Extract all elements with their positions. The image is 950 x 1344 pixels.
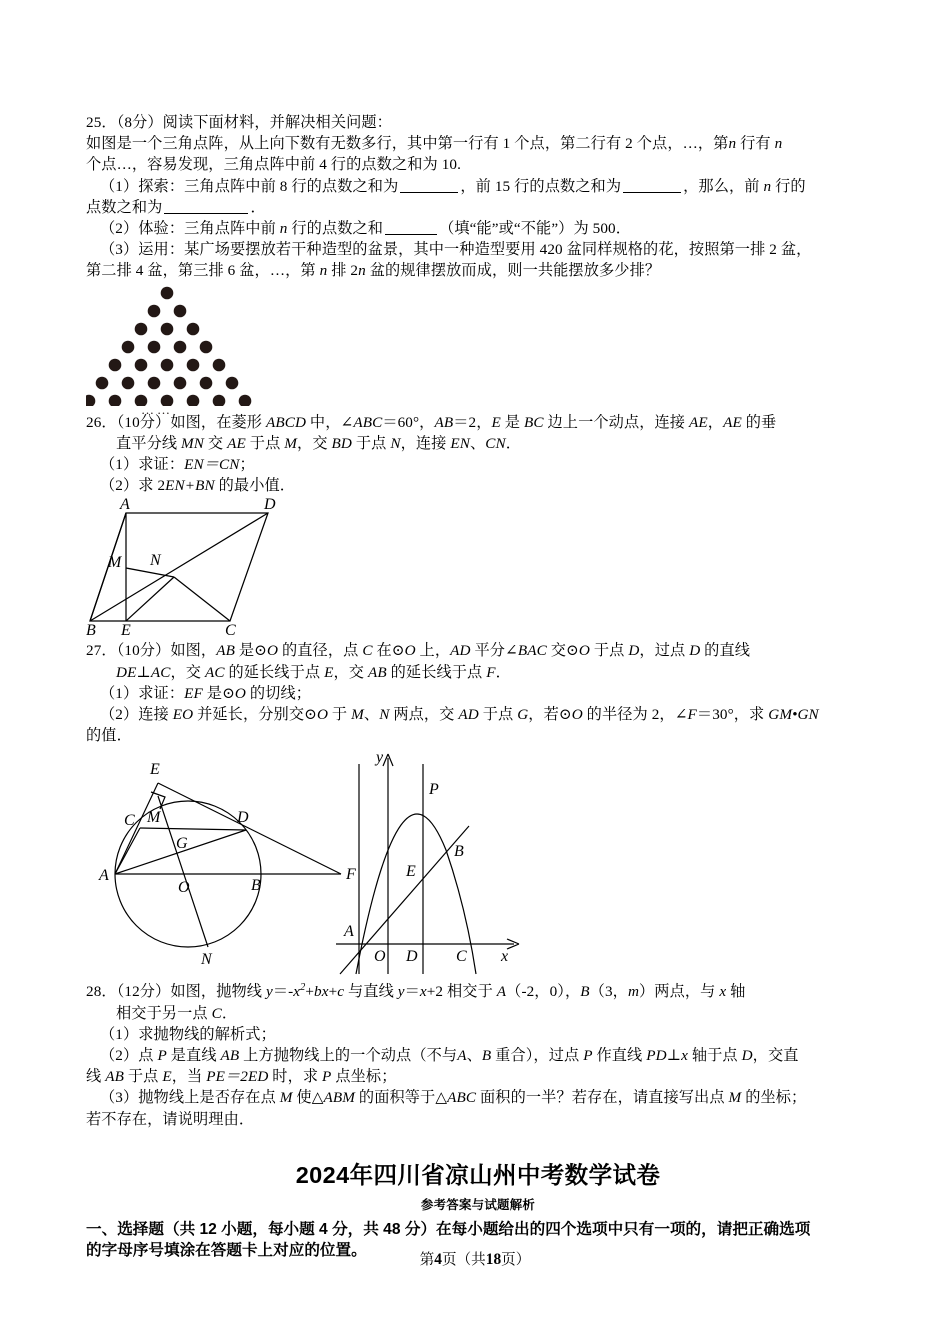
q27-l1e: 上， xyxy=(415,642,451,660)
q25-p3-var: n xyxy=(319,262,328,280)
q28-l1j: ）两点，与 xyxy=(639,983,720,1001)
label-E: E xyxy=(406,863,416,881)
label-D: D xyxy=(406,948,418,966)
q26-m: M xyxy=(284,434,298,452)
q25-p1a: （1）探索：三角点阵中前 8 行的点数之和为 xyxy=(100,177,399,195)
q28-p3-m: M xyxy=(279,1089,293,1107)
q25-p3a: （3）运用：某广场要摆放若干种造型的盆景，其中一种造型要用 420 盆同样规格的花，按照第一排 2 盆， xyxy=(100,241,812,259)
q27-l1f: 平分∠ xyxy=(470,642,518,660)
q26-number: 26． xyxy=(86,413,117,431)
footer-page-number: 4 xyxy=(434,1251,442,1268)
label-A: A xyxy=(344,923,354,941)
q28-p2n: 点坐标； xyxy=(331,1068,397,1086)
label-x: x xyxy=(501,948,509,966)
q26-l1i: 的垂 xyxy=(741,413,777,431)
q25-p1c: ，那么，前 xyxy=(683,177,764,195)
footer-mid: 页（共 xyxy=(441,1252,486,1268)
label-G: G xyxy=(176,835,188,853)
label-E: E xyxy=(150,761,160,779)
q27-ac2: AC xyxy=(204,663,225,681)
question-27-part2 xyxy=(86,704,870,725)
ellipsis-text: …… xyxy=(141,401,173,417)
q28-p2c: 上方抛物线上的一个动点（不与 xyxy=(239,1047,458,1065)
q25-blank-2[interactable] xyxy=(623,192,681,193)
q25-p3b: 第二排 4 盆，第三排 6 盆，…，第 xyxy=(86,262,320,280)
question-25-part3 xyxy=(86,239,870,260)
question-27-stem xyxy=(86,640,870,682)
q25-line1-var2: n xyxy=(774,135,783,153)
q27-p2e: 两点，交 xyxy=(389,706,459,724)
q28-p2-ab: AB xyxy=(220,1047,240,1065)
question-27-part1 xyxy=(86,683,870,704)
q25-line1-end: 行有 xyxy=(736,135,775,153)
q27-p2h: ，若⊙ xyxy=(528,706,572,724)
label-D: D xyxy=(237,809,249,827)
q27-l2c: 的延长线于点 xyxy=(224,663,325,681)
q28-p2-e2: E xyxy=(162,1068,172,1086)
question-25-part1-cont xyxy=(86,197,870,218)
q26-l1f: 是 xyxy=(500,413,524,431)
rhombus-labels xyxy=(86,497,276,637)
q28-p2-p3: P xyxy=(322,1068,332,1086)
q27-ac: AC xyxy=(150,663,171,681)
q26-l1c: ＝60°， xyxy=(382,413,435,431)
label-E: E xyxy=(121,622,131,638)
parabola-labels xyxy=(343,749,508,965)
q28-y2: y xyxy=(397,983,405,1001)
q27-l2a: ⊥ xyxy=(136,663,151,681)
q28-l2a: 相交于另一点 xyxy=(116,1004,212,1022)
q25-line1: 如图是一个三角点阵，从上向下数有无数多行，其中第一行有 1 个点，第二行有 2 个点，…，第 xyxy=(86,135,729,153)
q26-mn: MN xyxy=(181,434,205,452)
answer-heading-line1: 一、选择题（共 12 小题，每小题 4 分，共 48 分）在每小题给出的四个选项中只有一项的，请把正确选项 xyxy=(86,1220,811,1238)
q28-p2g: ⊥ xyxy=(666,1047,682,1065)
label-B: B xyxy=(86,622,96,638)
q27-ad: AD xyxy=(450,642,471,660)
q27-p2c: 于 xyxy=(328,706,352,724)
q28-l1f: ＝ xyxy=(404,983,420,1001)
dot-triangle-svg xyxy=(86,284,286,406)
q26-l2c: 于点 xyxy=(245,434,285,452)
parabola-graph-svg xyxy=(326,746,531,984)
q27-p2-ad: AD xyxy=(458,706,479,724)
q28-x3: x xyxy=(719,983,727,1001)
label-F: F xyxy=(346,866,356,884)
question-28-part2-cont xyxy=(86,1066,870,1087)
q27-ab2: AB xyxy=(367,663,387,681)
q28-p2h: 轴于点 xyxy=(687,1047,742,1065)
figure-25-dot-triangle xyxy=(86,284,870,417)
q27-o: O xyxy=(267,642,279,660)
q28-p2e: 重合），过点 xyxy=(491,1047,584,1065)
q27-l1i: ，过点 xyxy=(639,642,690,660)
q28-l1i: （3， xyxy=(589,983,628,1001)
question-27-part2-cont xyxy=(86,725,870,746)
q26-l2h: ． xyxy=(505,434,522,452)
q26-en: EN xyxy=(450,434,470,452)
q26-cn: CN xyxy=(485,434,506,452)
label-B: B xyxy=(251,877,261,895)
q28-l1g: +2 相交于 xyxy=(426,983,497,1001)
question-26-stem xyxy=(86,412,870,454)
q28-y: y xyxy=(265,983,273,1001)
q27-l1c: 的直径，点 xyxy=(278,642,363,660)
q26-p2b: 的最小值． xyxy=(214,477,296,495)
q28-bx: bx xyxy=(314,983,329,1001)
page-content xyxy=(86,112,870,1262)
q28-p3a: （3）抛物线上是否存在点 xyxy=(100,1089,280,1107)
q25-p3c: 排 2 xyxy=(327,262,359,280)
q27-l1a: 如图， xyxy=(170,642,217,660)
q25-stem-text: 阅读下面材料，并解决相关问题： xyxy=(162,114,392,131)
label-D: D xyxy=(264,497,276,514)
q25-p2-var: n xyxy=(279,220,288,238)
q28-p3b: 使△ xyxy=(292,1089,324,1107)
figure-26-rhombus xyxy=(86,497,870,637)
page-footer xyxy=(0,1248,950,1269)
exam-subtitle: 参考答案与试题解析 xyxy=(420,1197,536,1212)
q28-sup: 2 xyxy=(300,982,306,994)
q27-p1a: （1）求证： xyxy=(100,684,185,702)
q25-p3-var2: n xyxy=(358,262,366,280)
q28-x2: x xyxy=(419,983,427,1001)
q27-p2-f: F xyxy=(687,706,697,724)
q28-p3d: 面积的一半？若存在，请直接写出点 xyxy=(476,1089,729,1107)
q26-bc: BC xyxy=(524,413,544,431)
q27-e: E xyxy=(324,663,334,681)
q26-l2b: 交 xyxy=(204,434,228,452)
dot-triangle-ellipsis xyxy=(141,402,173,418)
q26-ab: AB xyxy=(434,413,454,431)
q26-n: N xyxy=(390,434,401,452)
q28-p1: （1）求抛物线的解析式； xyxy=(100,1025,276,1043)
q26-l1g: 边上一个动点，连接 xyxy=(543,413,689,431)
footer-suffix: 页） xyxy=(501,1252,531,1268)
q25-blank-4[interactable] xyxy=(385,234,437,235)
q27-l1b: 是⊙ xyxy=(234,642,267,660)
q28-p2-ab2: AB xyxy=(105,1068,124,1086)
q27-p2j: ＝30°，求 xyxy=(696,706,769,724)
q28-p2-d2: D xyxy=(741,1047,753,1065)
footer-prefix: 第 xyxy=(419,1252,435,1268)
q27-ab: AB xyxy=(216,642,235,660)
q27-p2-o: O xyxy=(316,706,329,724)
q27-p2i: 的半径为 2，∠ xyxy=(582,706,688,724)
q27-l2d: ，交 xyxy=(333,663,368,681)
label-y: y xyxy=(376,749,384,767)
q28-p2d: 、 xyxy=(466,1047,482,1065)
q28-p2-B: B xyxy=(481,1047,492,1065)
q25-p2b: 行的点数之和 xyxy=(287,220,384,238)
q27-p2-m: M xyxy=(351,706,364,724)
q26-l2e: 于点 xyxy=(351,434,391,452)
q27-l1g: 交⊙ xyxy=(546,642,579,660)
question-26-part1 xyxy=(86,454,870,475)
label-A: A xyxy=(120,497,130,514)
rhombus-svg xyxy=(86,497,316,637)
q28-p2-p: P xyxy=(157,1047,167,1065)
q28-p2-p2: P xyxy=(583,1047,593,1065)
q26-bd: BD xyxy=(331,434,352,452)
q27-o2: O xyxy=(404,642,416,660)
label-C: C xyxy=(225,622,236,638)
q26-p2-expr: EN+BN xyxy=(165,477,215,495)
q28-m: m xyxy=(627,983,640,1001)
q27-de: DE xyxy=(116,663,137,681)
q28-p2b: 是直线 xyxy=(166,1047,221,1065)
q28-p2-x: x xyxy=(681,1047,688,1065)
q28-number: 28． xyxy=(86,983,117,1001)
q27-l2e2: 的延长线于点 xyxy=(386,663,487,681)
q28-p2-A: A xyxy=(457,1047,467,1065)
q28-score: （12分） xyxy=(116,983,171,1001)
label-M: M xyxy=(108,554,122,572)
q25-p1d: 行的 xyxy=(771,177,806,195)
q27-p2-o2: O xyxy=(571,706,583,724)
q26-l2f: ，连接 xyxy=(400,434,451,452)
question-25-part3-cont xyxy=(86,260,870,281)
question-28-part3 xyxy=(86,1087,870,1108)
q26-l1h: ， xyxy=(707,413,724,431)
label-P: P xyxy=(429,781,439,799)
figure-27-28-group xyxy=(86,746,870,981)
q28-abm: ABM xyxy=(323,1089,356,1107)
q27-p2-n: N xyxy=(379,706,390,724)
q27-p2d: 、 xyxy=(363,706,380,724)
label-N: N xyxy=(150,552,161,570)
q26-angle-abc: ABC xyxy=(353,413,383,431)
q28-l1c: + xyxy=(305,983,315,1001)
q28-p2j: 线 xyxy=(86,1068,106,1086)
q27-p2f: 于点 xyxy=(478,706,518,724)
q28-pe: PE＝2ED xyxy=(206,1068,269,1086)
label-O: O xyxy=(374,948,386,966)
question-25-stem xyxy=(86,112,870,133)
question-28-part3-cont xyxy=(86,1109,870,1130)
label-O: O xyxy=(178,879,190,897)
circle-diagram-lines xyxy=(115,783,341,947)
q25-p1b: ，前 15 行的点数之和为 xyxy=(460,177,622,195)
q27-gmgn: GM•GN xyxy=(768,706,819,724)
q28-p3e: 的坐标； xyxy=(741,1089,807,1107)
q28-p2k: 于点 xyxy=(123,1068,163,1086)
question-28-part1 xyxy=(86,1024,870,1045)
question-25-part1 xyxy=(86,176,870,197)
q27-score: （10分） xyxy=(116,642,171,660)
q27-p3: 的值． xyxy=(86,727,132,745)
q26-l1a: 如图，在菱形 xyxy=(170,413,266,431)
label-C: C xyxy=(456,948,467,966)
q27-l2b: ，交 xyxy=(170,663,205,681)
q28-B: B xyxy=(580,983,590,1001)
q26-ae: AE xyxy=(689,413,708,431)
label-M: M xyxy=(147,809,161,827)
question-28-stem xyxy=(86,981,870,1023)
q28-l1a: 如图，抛物线 xyxy=(170,983,266,1001)
q26-l2-ae: AE xyxy=(227,434,246,452)
label-A: A xyxy=(99,867,109,885)
q28-x: x xyxy=(293,983,301,1001)
footer-total-pages: 18 xyxy=(485,1251,502,1268)
q26-l2g: 、 xyxy=(469,434,486,452)
q28-l2-c: C xyxy=(211,1004,222,1022)
q27-number: 27． xyxy=(86,642,117,660)
q25-line2: 个点…，容易发现，三角点阵中前 4 行的点数之和为 10. xyxy=(86,156,461,174)
q27-p2a: （2）连接 xyxy=(100,706,173,724)
question-28-part2 xyxy=(86,1045,870,1066)
label-N: N xyxy=(201,951,212,968)
q28-p2a: （2）点 xyxy=(100,1047,158,1065)
q26-ae2: AE xyxy=(723,413,742,431)
q25-p1-var: n xyxy=(763,177,772,195)
q26-l2d: ，交 xyxy=(297,434,332,452)
q27-eo: EO xyxy=(172,706,194,724)
q25-p1e: 点数之和为 xyxy=(86,198,163,216)
q26-p2a: （2）求 2 xyxy=(100,477,166,495)
answer-heading-line2: 的字母序号填涂在答题卡上对应的位置。 xyxy=(86,1242,367,1260)
q26-l2a: 直平分线 xyxy=(116,434,182,452)
q27-p1c: 的切线； xyxy=(246,684,312,702)
q28-l1h: （-2，0）， xyxy=(506,983,581,1001)
q28-A: A xyxy=(496,983,507,1001)
q26-e: E xyxy=(491,413,501,431)
q25-blank-3[interactable] xyxy=(164,213,248,214)
q28-l2b: ． xyxy=(221,1004,238,1022)
label-B: B xyxy=(454,843,464,861)
q26-score: （10分） xyxy=(116,413,171,431)
q25-p3d: 盆的规律摆放而成，则一共能摆放多少排？ xyxy=(365,262,661,280)
q26-p1a: （1）求证： xyxy=(100,456,185,474)
q27-p1-o: O xyxy=(234,684,246,702)
q27-l2g: ． xyxy=(495,663,511,681)
q28-l1d: + xyxy=(328,983,338,1001)
dot-rows xyxy=(86,286,251,405)
question-26-part2 xyxy=(86,475,870,496)
q27-c: C xyxy=(362,642,373,660)
q28-abc: ABC xyxy=(447,1089,477,1107)
q28-p2i: ，交直 xyxy=(752,1047,799,1065)
q25-p2c: （填“能”或“不能”）为 500． xyxy=(439,220,632,238)
q25-p2a: （2）体验：三角点阵中前 xyxy=(100,220,280,238)
q28-p2m: 时，求 xyxy=(268,1068,323,1086)
q25-blank-1[interactable] xyxy=(400,192,458,193)
q27-l1d: 在⊙ xyxy=(372,642,405,660)
q28-p2l: ，当 xyxy=(171,1068,207,1086)
parabola-axes xyxy=(336,754,519,974)
q28-p3-m2: M xyxy=(728,1089,742,1107)
q27-l1h: 于点 xyxy=(589,642,629,660)
question-25-material xyxy=(86,133,870,175)
q28-l1b: ＝- xyxy=(272,983,294,1001)
q28-l1k: 轴 xyxy=(726,983,746,1001)
q28-p3c: 的面积等于△ xyxy=(355,1089,448,1107)
label-C: C xyxy=(124,812,135,830)
q27-l1j: 的直线 xyxy=(700,642,751,660)
exam-title: 2024年四川省凉山州中考数学试卷 xyxy=(295,1161,661,1188)
q28-p2f: 作直线 xyxy=(592,1047,647,1065)
q25-number: 25． xyxy=(86,114,117,131)
q28-cc: c xyxy=(337,983,345,1001)
q26-l1b: 中，∠ xyxy=(306,413,354,431)
q27-f: F xyxy=(486,663,496,681)
q28-l1e: 与直线 xyxy=(344,983,398,1001)
q27-p1b: 是⊙ xyxy=(202,684,235,702)
q27-ef: EF xyxy=(184,684,203,702)
q25-score: （8分） xyxy=(116,114,163,131)
q27-d: D xyxy=(628,642,640,660)
q26-p1b: ； xyxy=(239,456,255,474)
q25-p1f: ． xyxy=(250,198,266,216)
q27-p2-g: G xyxy=(517,706,529,724)
q26-p1-eq: EN＝CN xyxy=(184,456,240,474)
q27-bac: BAC xyxy=(517,642,547,660)
q26-l1d: ＝2， xyxy=(453,413,492,431)
q27-o3: O xyxy=(578,642,590,660)
q28-pd: PD xyxy=(646,1047,667,1065)
q27-p2b: 并延长，分别交⊙ xyxy=(193,706,317,724)
question-25-part2 xyxy=(86,218,870,239)
q25-line1-var: n xyxy=(728,135,737,153)
q28-p4: 若不存在，请说明理由． xyxy=(86,1110,255,1128)
q27-d2: D xyxy=(689,642,701,660)
q26-abcd: ABCD xyxy=(265,413,307,431)
